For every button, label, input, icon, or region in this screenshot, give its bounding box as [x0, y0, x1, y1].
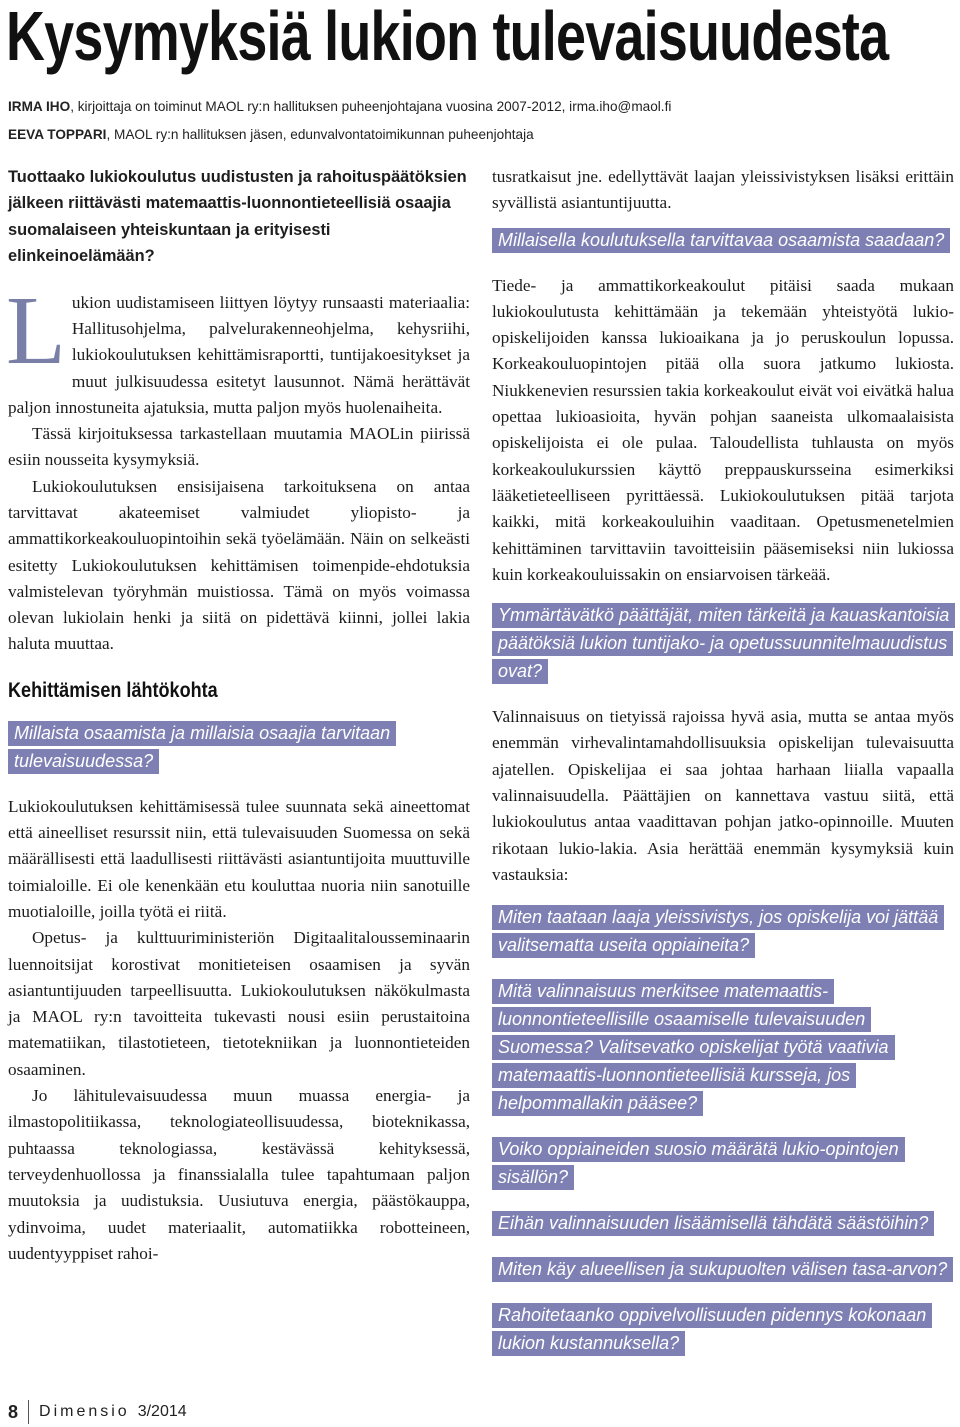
question-callout: [492, 1256, 954, 1284]
question-callout: [492, 1136, 954, 1192]
author-line: [8, 93, 958, 121]
drop-cap: L: [6, 276, 66, 385]
question-text: Rahoitetaanko oppivelvollisuuden pidennys kokonaan lukion kustannuksella?: [492, 1303, 932, 1356]
body-paragraph: Tässä kirjoituksessa tarkastellaan muutamia MAOLin piirissä esiin nousseita kysymyksiä.: [8, 424, 470, 470]
question-callout: [492, 904, 954, 960]
body-paragraph: Opetus- ja kulttuuriministeriön Digitaalitalousseminaarin luennoitsijat korostivat monitieteisen osaamisen ja syvän asiantuntijuuden tarpeellisuutta. Lukiokoulutuksen näkökulmasta ja MAOL ry:n tavoitteita tukevasti nousi esiin perustaitoina matematiikan, tilastotieteen, tietotekniikan ja luonnontieteiden osaaminen.: [8, 928, 470, 1079]
question-text: Miten taataan laaja yleissivistys, jos opiskelija voi jättää valitsematta useita oppiaineita?: [492, 905, 944, 958]
question-callout: [492, 602, 954, 686]
author-name: EEVA TOPPARI: [8, 127, 107, 142]
author-block: [8, 93, 958, 149]
question-callout: [492, 1210, 954, 1238]
author-line: [8, 121, 958, 149]
question-text: Ymmärtävätkö päättäjät, miten tärkeitä ja kauaskantoisia päätöksiä lukion tuntijako- ja opetussuunnitelmauudistus ovat?: [492, 603, 955, 684]
article-title: Kysymyksiä lukion tulevaisuudesta: [6, 0, 889, 75]
lead-paragraph: Tuottaako lukiokoulutus uudistusten ja rahoituspäätöksien jälkeen riittävästi matemaattis-luonnontieteellisiä osaajia suomalaiseen yhteiskuntaan ja erityisesti elinkeinoelämään?: [8, 168, 467, 266]
question-text: Mitä valinnaisuus merkitsee matemaattis-luonnontieteellisille osaamiselle tulevaisuuden Suomessa? Valitsevatko opiskelijat työtä vaativia matemaattis-luonnontieteellisiä kursseja, jos helpommallakin pääsee?: [492, 979, 895, 1116]
question-callout: [8, 720, 470, 776]
footer-divider: [28, 1400, 29, 1424]
section-heading: Kehittämisen lähtökohta: [8, 678, 218, 702]
right-column: [492, 164, 954, 1376]
issue-number: 3/2014: [137, 1403, 187, 1420]
body-paragraph: Valinnaisuus on tietyissä rajoissa hyvä asia, mutta se antaa myös enemmän virhevalintamahdollisuuksia opiskelijan tulevaisuutta ajatellen. Opiskelijaa ei saa johtaa harhaan liialla vapaalla valinnaisuudella. Päättäjien on kannettava vastuu siitä, että lukiokoulutus antaa vaadittavan pohjan jatko-opinnoille. Muuten rikotaan lukio-lakia. Asia herättää enemmän kysymyksiä kuin vastauksia:: [492, 707, 954, 884]
body-paragraph: [6, 276, 470, 421]
author-description: , kirjoittaja on toiminut MAOL ry:n hallituksen puheenjohtajana vuosina 2007-2012, irma.iho@maol.fi: [70, 99, 672, 114]
body-paragraph: Lukiokoulutuksen ensisijaisena tarkoituksena on antaa tarvittavat akateemiset valmiudet yliopisto- ja ammattikorkeakouluopintoihin sekä työelämään. Näin on selkeästi esitetty Lukiokoulutuksen kehittämisen toimenpide-ehdotuksia valmistelevan työryhmän muistiossa. Tämä on myös voimassa olevan lukiolain henki ja siitä on pidettävä kiinni, jollei lakia haluta muuttaa.: [8, 476, 470, 654]
body-text: ukion uudistamiseen liittyen löytyy runsaasti materiaalia: Hallitusohjelma, palvelurakenneohjelma, kehysriihi, lukiokoulutuksen kehittämisraportti, tuntijakoesitykset ja muut julkisuudessa esitetyt lausunnot. Nämä herättävät paljon innostuneita ajatuksia, mutta paljon myös huolenaiheita.: [8, 292, 470, 417]
body-paragraph: Lukiokoulutuksen kehittämisessä tulee suunnata sekä aineettomat että aineelliset resurssit niin, että tulevaisuuden Suomessa on sekä määrällisesti että laadullisesti riittävästi asiantuntijoita muuttuville toimialoille. Ei ole kenenkään etu kouluttaa nuoria niin sanotuille muotialoille, joilla työtä ei riitä.: [8, 796, 470, 921]
question-text: Millaisella koulutuksella tarvittavaa osaamista saadaan?: [492, 228, 950, 253]
body-paragraph: tusratkaisut jne. edellyttävät laajan yleissivistyksen lisäksi erittäin syvällistä asiantuntijuutta.: [492, 167, 954, 213]
question-callout: [492, 1302, 954, 1358]
magazine-name: Dimensio: [39, 1403, 130, 1420]
left-column: [8, 164, 470, 1267]
question-text: Eihän valinnaisuuden lisäämisellä tähdätä säästöihin?: [492, 1211, 934, 1236]
author-name: IRMA IHO: [8, 99, 71, 114]
author-description: , MAOL ry:n hallituksen jäsen, edunvalvontatoimikunnan puheenjohtaja: [106, 127, 534, 142]
question-text: Miten käy alueellisen ja sukupuolten välisen tasa-arvon?: [492, 1257, 953, 1282]
question-callout: [492, 227, 954, 255]
page-number: 8: [8, 1401, 19, 1422]
question-text: Millaista osaamista ja millaisia osaajia tarvitaan tulevaisuudessa?: [8, 721, 396, 774]
question-callout: [492, 978, 954, 1118]
body-paragraph: Tiede- ja ammattikorkeakoulut pitäisi saada mukaan lukiokoulutusta kehittämään ja tekemään yhteistyötä lukio-opiskelijoiden kanssa lukioaikana ja jo peruskoulun lopussa. Korkeakouluopintojen pitää olla suora jatkumo lukiosta. Niukkenevien resurssien takia korkeakoulut eivät voi eivätkä halua opettaa lukioasioita, hyvän pohjan saaneista ulkomaalaisista opiskelijoista ei ole pulaa. Taloudellista tuhlausta on myös korkeakoulukurssien käyttö preppauskursseina esimerkiksi lääketieteelliseen pyrittäessä. Lukiokoulutuksen pitää tarjota kaikki, mitä korkeakouluihin vaaditaan. Opetusmenetelmien kehittäminen tarvittaviin tavoitteisiin pääsemiseksi niin lukiossa kuin korkeakouluissakin on ensiarvoisen tärkeää.: [492, 275, 954, 584]
body-paragraph: Jo lähitulevaisuudessa muun muassa energia- ja ilmastopolitiikassa, teknologiateollisuudessa, bioteknikassa, puhtaassa teknologiassa, kestävässä kehityksessä, terveydenhuollossa ja finanssialalla tulee tapahtumaan paljon muutoksia ja uudistuksia. Uusiutuva energia, päästökauppa, ydinvoima, uudet materiaalit, automatiikka robotteineen, uudentyyppiset rahoi-: [8, 1086, 470, 1263]
page-footer: [8, 1400, 187, 1424]
question-text: Voiko oppiaineiden suosio määrätä lukio-opintojen sisällön?: [492, 1137, 905, 1190]
